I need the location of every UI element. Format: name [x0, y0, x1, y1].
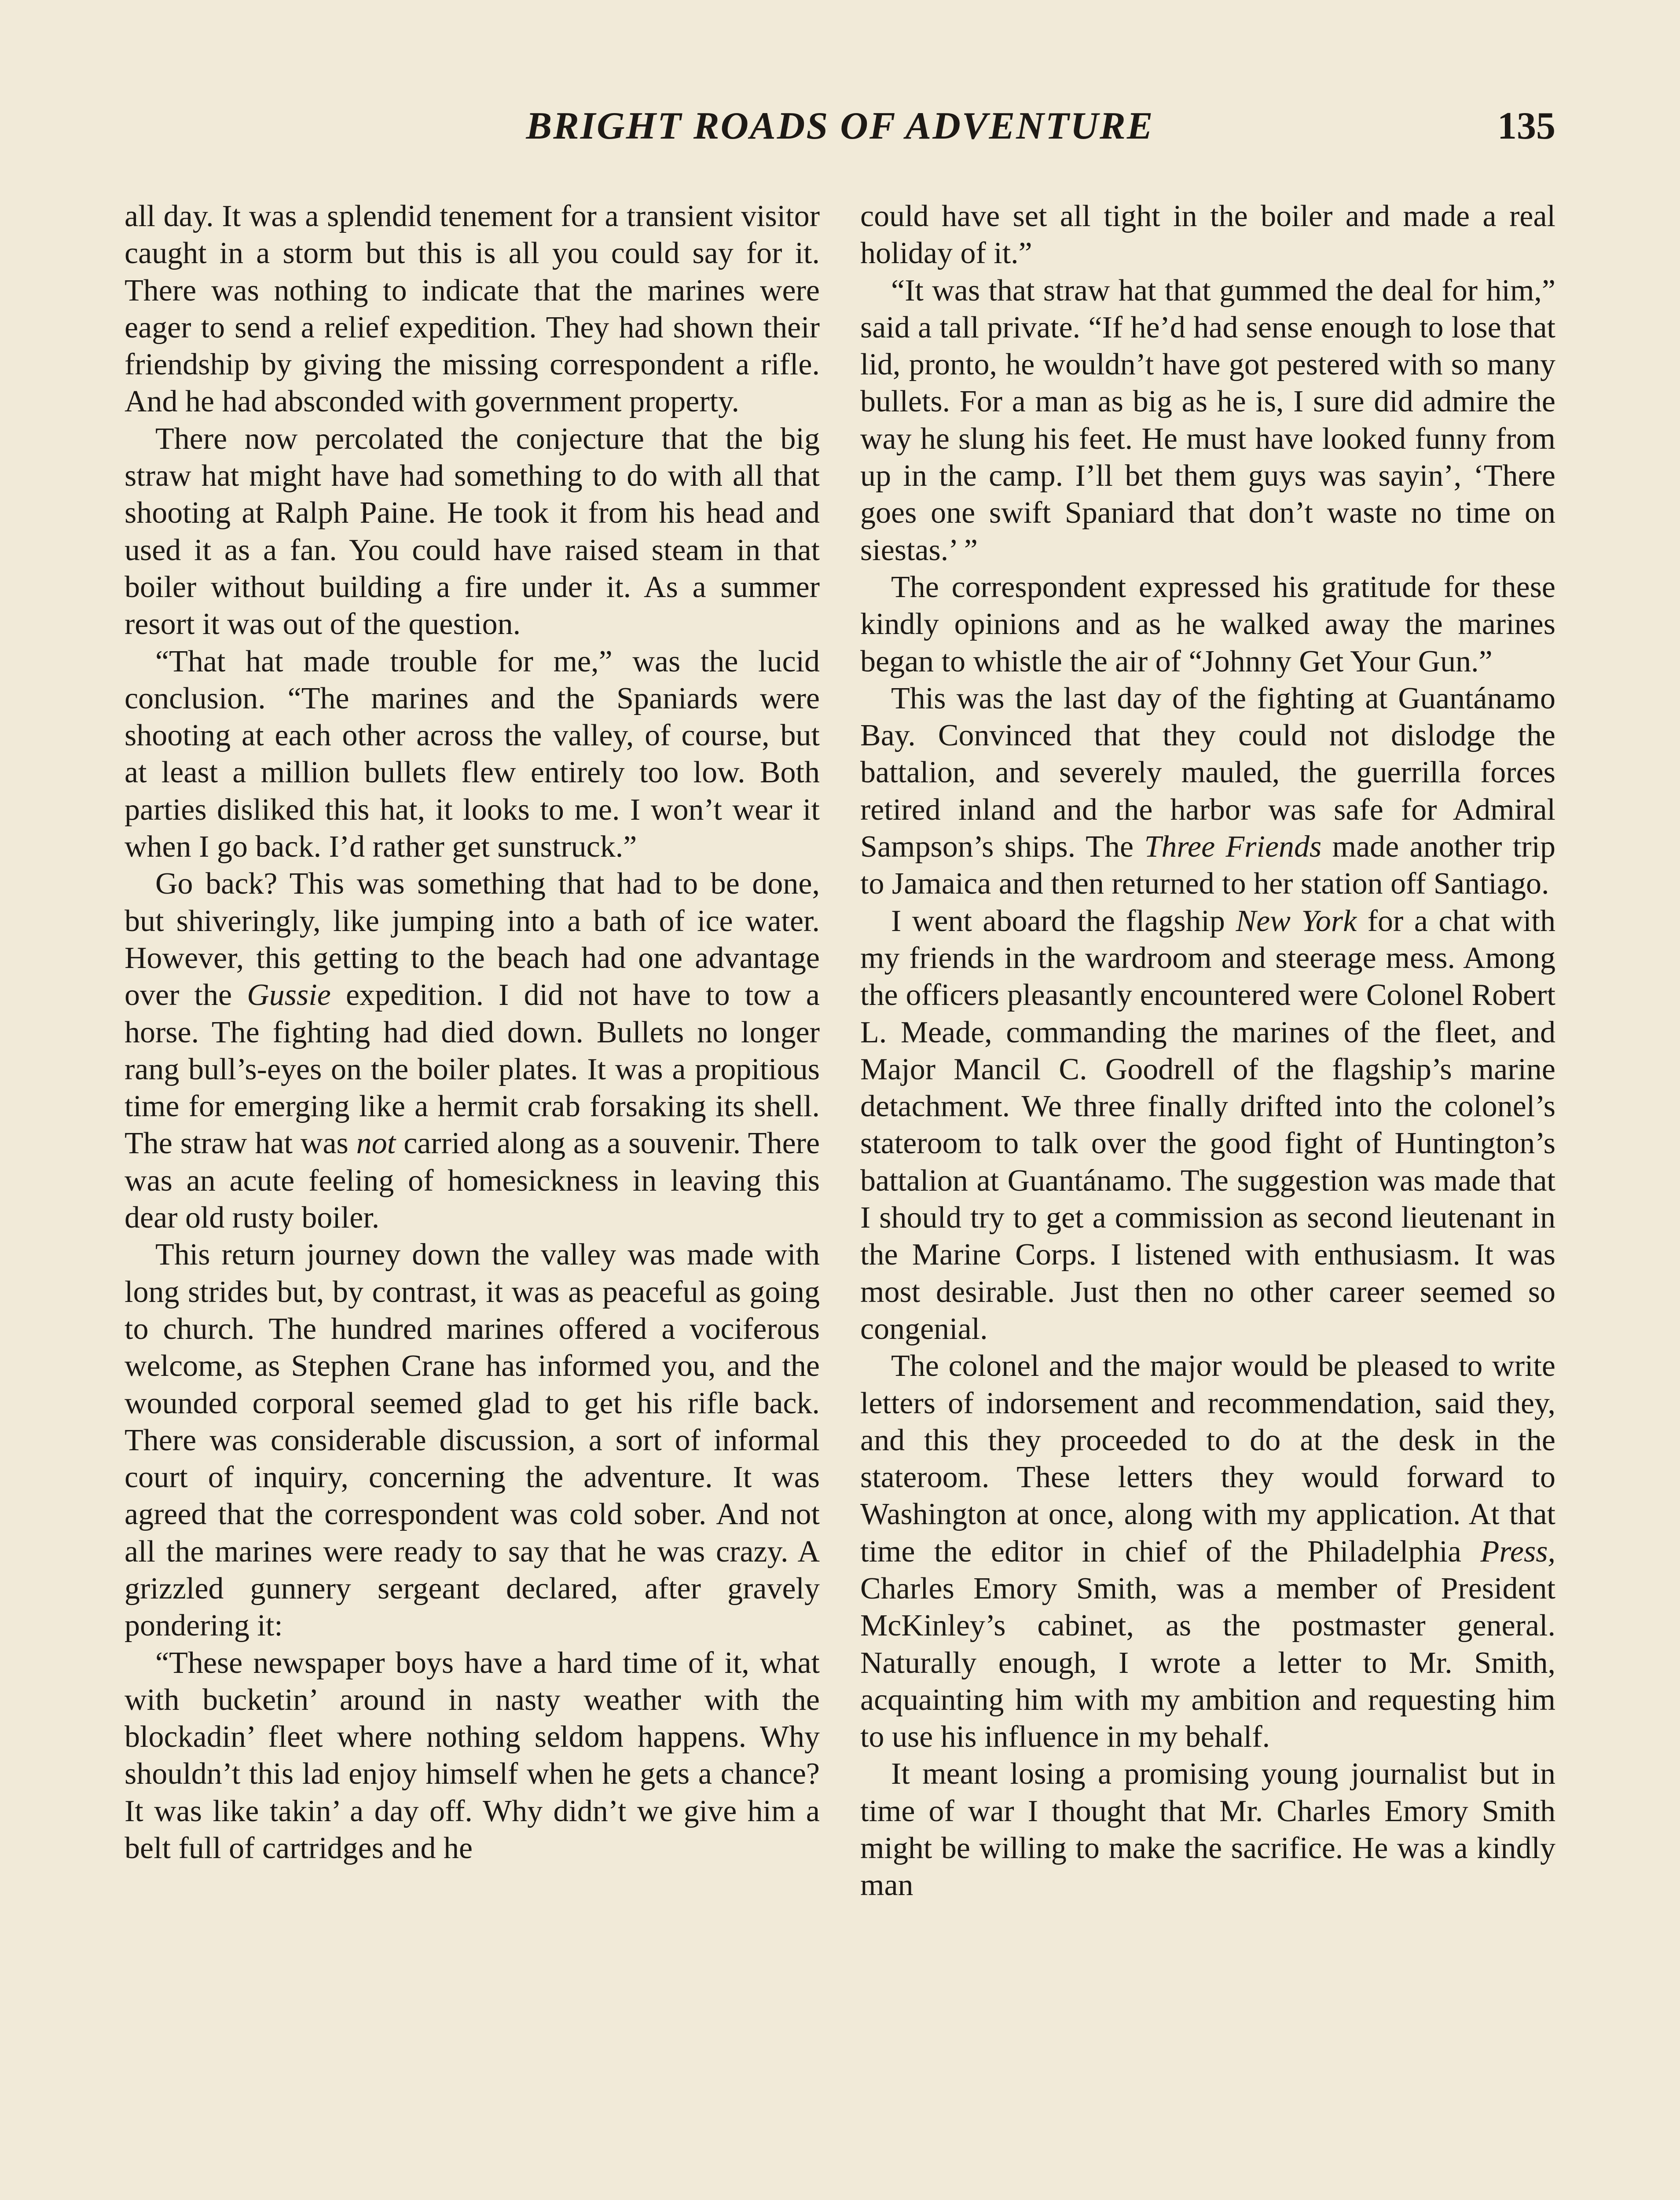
paragraph: “That hat made trouble for me,” was the lucid conclusion. “The marines and the Spaniards were shooting at each other across the valley, of course, but at least a million bullets flew entirely too low. Both parties disliked this hat, it looks to me. I won’t wear it when I go back. I’d rather get sunstruck.”	[125, 644, 820, 864]
paragraph: all day. It was a splendid tenement for a transient visitor caught in a storm but this is all you could say for it. There was nothing to indicate that the marines were eager to send a relief expedition. They had shown their friendship by giving the missing correspondent a rifle. And he had absconded with government property.	[125, 199, 820, 419]
paragraph: The colonel and the major would be pleased to write letters of indorsement and recommendation, said they, and this they proceeded to do at the desk in the stateroom. These letters they would forward to Washington at once, along with my application. At that time the editor in chief of the Philadelphia Press, Charles Emory Smith, was a member of President McKinley’s cabinet, as the postmaster general. Naturally enough, I wrote a letter to Mr. Smith, acquainting him with my ambition and requesting him to use his influence in my behalf.	[860, 1349, 1555, 1754]
paragraph: “It was that straw hat that gummed the deal for him,” said a tall private. “If he’d had sense enough to lose that lid, pronto, he wouldn’t have got pestered with so many bullets. For a man as big as he is, I sure did admire the way he slung his feet. He must have looked funny from up in the camp. I’ll bet them guys was sayin’, ‘There goes one swift Spaniard that don’t waste no time on siestas.’ ”	[860, 273, 1555, 567]
newspaper-name-italic: Press,	[1480, 1534, 1555, 1569]
paragraph: Go back? This was something that had to be done, but shiveringly, like jumping into a bath of ice water. However, this getting to the beach had one advantage over the Gussie expedition. I did not have to tow a horse. The fighting had died down. Bullets no longer rang bull’s-eyes on the boiler plates. It was a propitious time for emerging like a hermit crab forsaking its shell. The straw hat was not carried along as a souvenir. There was an acute feeling of homesickness in leaving this dear old rusty boiler.	[125, 867, 820, 1235]
paragraph: The correspondent expressed his gratitude for these kindly opinions and as he walked away the marines began to whistle the air of “Johnny Get Your Gun.”	[860, 570, 1555, 678]
left-column	[125, 198, 820, 1867]
page-number: 135	[1497, 105, 1555, 147]
running-title: BRIGHT ROADS OF ADVENTURE	[526, 105, 1154, 147]
paragraph: This return journey down the valley was made with long strides but, by contrast, it was as peaceful as going to church. The hundred marines offered a vociferous welcome, as Stephen Crane has informed you, and the wounded corporal seemed glad to get his rifle back. There was considerable discussion, a sort of informal court of inquiry, concerning the adventure. It was agreed that the correspondent was cold sober. And not all the marines were ready to say that he was crazy. A grizzled gunnery sergeant declared, after gravely pondering it:	[125, 1238, 820, 1643]
paragraph: I went aboard the flagship New York for a chat with my friends in the wardroom and steerage mess. Among the officers pleasantly encountered were Colonel Robert L. Meade, commanding the marines of the fleet, and Major Mancil C. Goodrell of the flagship’s marine detachment. We three finally drifted into the colonel’s stateroom to talk over the good fight of Huntington’s battalion at Guantánamo. The suggestion was made that I should try to get a commission as second lieutenant in the Marine Corps. I listened with enthusiasm. It was most desirable. Just then no other career seemed so congenial.	[860, 904, 1555, 1346]
ship-name-italic: Three Friends	[1144, 830, 1322, 864]
right-column	[860, 198, 1555, 1904]
ship-name-italic: New York	[1236, 904, 1357, 938]
paragraph: This was the last day of the fighting at Guantánamo Bay. Convinced that they could not dislodge the battalion, and severely mauled, the guerrilla forces retired inland and the harbor was safe for Admiral Sampson’s ships. The Three Friends made another trip to Jamaica and then returned to her station off Santiago.	[860, 681, 1556, 901]
emphasis-italic: not	[356, 1126, 396, 1161]
paragraph: could have set all tight in the boiler and made a real holiday of it.”	[860, 199, 1555, 271]
ship-name-italic: Gussie	[247, 978, 331, 1012]
paragraph: It meant losing a promising young journalist but in time of war I thought that Mr. Charles Emory Smith might be willing to make the sacrifice. He was a kindly man	[860, 1757, 1555, 1903]
paragraph: There now percolated the conjecture that the big straw hat might have had something to do with all that shooting at Ralph Paine. He took it from his head and used it as a fan. You could have raised steam in that boiler without building a fire under it. As a summer resort it was out of the question.	[125, 422, 820, 642]
page-header	[125, 102, 1555, 172]
paragraph: “These newspaper boys have a hard time of it, what with bucketin’ around in nasty weather with the blockadin’ fleet where nothing seldom happens. Why shouldn’t this lad enjoy himself when he gets a chance? It was like takin’ a day off. Why didn’t we give him a belt full of cartridges and he	[125, 1646, 820, 1866]
